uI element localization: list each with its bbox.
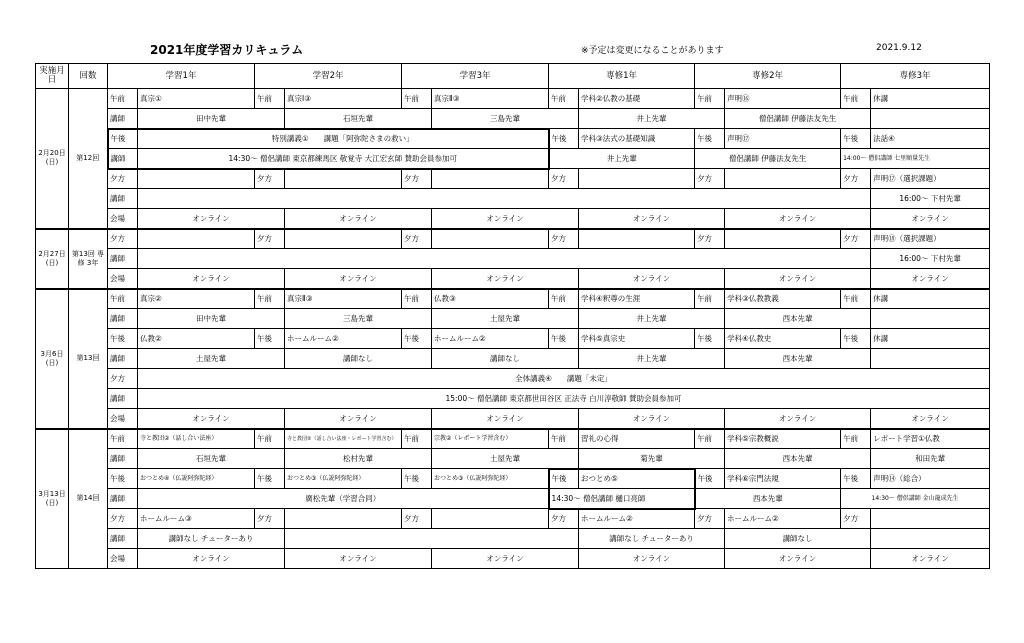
venue-cell: オンライン: [871, 409, 990, 429]
table-row: [36, 169, 990, 189]
slot-label: 夕方: [255, 169, 285, 189]
lecturer-cell: 土屋先輩: [432, 449, 579, 469]
table-row: [36, 449, 990, 469]
venue-cell: オンライン: [725, 269, 871, 289]
slot-label: 夕方: [108, 509, 138, 529]
class-cell: 法話④: [871, 129, 990, 149]
slot-label: 午後: [549, 469, 579, 489]
lecturer-cell: 三島先輩: [285, 309, 432, 329]
class-cell: 学科⑤真宗史: [579, 329, 695, 349]
slot-label: 午前: [402, 289, 432, 309]
class-cell: 休講: [871, 89, 990, 109]
venue-cell: オンライン: [432, 549, 579, 569]
slot-label: 午後: [255, 469, 285, 489]
class-cell: おつとめ⑤: [579, 469, 695, 489]
lecturer-cell: 西本先輩: [695, 489, 841, 509]
lecturer-cell: 講師なし チューターあり: [579, 529, 725, 549]
lecturer-cell: 16:00～ 下村先輩: [871, 189, 990, 209]
slot-label: 午後: [402, 469, 432, 489]
empty-cell: [138, 169, 255, 189]
special-lecture-cell: 特別講義① 講題「阿弥陀さまの救い」: [138, 129, 549, 149]
empty-cell: [871, 309, 990, 329]
slot-label: 午後: [695, 129, 725, 149]
table-row: [36, 269, 990, 289]
lecturer-cell: 井上先輩: [579, 309, 725, 329]
lecturer-cell: 14:30～ 僧侶講師 金山龍成先生: [841, 489, 990, 509]
venue-cell: オンライン: [579, 269, 725, 289]
empty-cell: [725, 229, 841, 249]
slot-label: 会場: [108, 209, 138, 229]
slot-label: 午後: [549, 129, 579, 149]
slot-label: 夕方: [402, 169, 432, 189]
slot-label: 講師: [108, 189, 138, 209]
empty-cell: [579, 169, 695, 189]
venue-cell: オンライン: [725, 209, 871, 229]
session-round: 第13回: [69, 289, 108, 429]
col-header-senshu1: 専修1年: [549, 64, 695, 89]
class-cell: 仏教②: [138, 329, 255, 349]
class-cell: 真宗Ⅱ③: [432, 89, 549, 109]
lecturer-cell: 西本先輩: [725, 449, 871, 469]
slot-label: 夕方: [695, 509, 725, 529]
slot-label: 夕方: [108, 369, 138, 389]
slot-label: 夕方: [841, 229, 871, 249]
session-date: 3月6日(日): [36, 289, 69, 429]
table-row: [36, 129, 990, 149]
slot-label: 夕方: [695, 229, 725, 249]
table-row: [36, 429, 990, 449]
slot-label: 講師: [108, 249, 138, 269]
class-cell: 真宗Ⅱ③: [285, 289, 402, 309]
slot-label: 講師: [108, 529, 138, 549]
table-row: [36, 369, 990, 389]
empty-cell: [138, 249, 871, 269]
class-cell: 声明⑱（選択課題）: [871, 229, 990, 249]
class-cell: 学科③法式の基礎知識: [579, 129, 695, 149]
col-header-round: 回数: [69, 64, 108, 89]
lecturer-cell: 土屋先輩: [138, 349, 285, 369]
venue-cell: オンライン: [579, 409, 725, 429]
table-row: [36, 189, 990, 209]
slot-label: 会場: [108, 549, 138, 569]
slot-label: 午前: [695, 89, 725, 109]
general-lecturer-cell: 15:00～ 僧侶講師 東京都世田谷区 正法寺 白川淳敬師 賛助会員参加可: [138, 389, 990, 409]
empty-cell: [432, 509, 549, 529]
venue-cell: オンライン: [285, 209, 432, 229]
slot-label: 午前: [695, 289, 725, 309]
lecturer-cell: 松村先輩: [285, 449, 432, 469]
slot-label: 午後: [108, 329, 138, 349]
lecturer-cell: 講師なし: [432, 349, 579, 369]
class-cell: 学科③仏教教義: [725, 289, 841, 309]
slot-label: 午前: [841, 89, 871, 109]
class-cell: 宗教②（レポート学習含む）: [432, 429, 549, 449]
class-cell: 真宗②: [138, 289, 255, 309]
class-cell: 学科⑥宗門法規: [725, 469, 841, 489]
venue-cell: オンライン: [579, 549, 725, 569]
venue-cell: オンライン: [432, 409, 579, 429]
lecturer-cell: 僧侶講師 伊藤法友先生: [725, 109, 871, 129]
table-row: [36, 309, 990, 329]
lecturer-cell: 講師なし: [725, 529, 871, 549]
venue-cell: オンライン: [285, 269, 432, 289]
table-row: [36, 349, 990, 369]
table-row: [36, 149, 990, 169]
col-header-senshu3: 専修3年: [841, 64, 990, 89]
lecturer-cell: 田中先輩: [138, 109, 285, 129]
slot-label: 午後: [695, 469, 725, 489]
slot-label: 会場: [108, 269, 138, 289]
venue-cell: オンライン: [285, 409, 432, 429]
slot-label: 午後: [402, 329, 432, 349]
class-cell: 学科⑤宗教概説: [725, 429, 841, 449]
empty-cell: [138, 189, 871, 209]
slot-label: 講師: [108, 349, 138, 369]
session-round: 第13回 専修 3年: [69, 229, 108, 289]
venue-cell: オンライン: [725, 409, 871, 429]
slot-label: 夕方: [549, 229, 579, 249]
slot-label: 午前: [255, 429, 285, 449]
class-cell: おつとめ③（仏説阿弥陀経）: [285, 469, 402, 489]
class-cell: 声明⑰: [725, 129, 841, 149]
empty-cell: [579, 229, 695, 249]
page-title: 2021年度学習カリキュラム: [150, 43, 304, 57]
empty-cell: [432, 229, 549, 249]
venue-cell: オンライン: [579, 209, 725, 229]
table-row: [36, 289, 990, 309]
venue-cell: オンライン: [138, 409, 285, 429]
empty-cell: [138, 229, 255, 249]
venue-cell: オンライン: [285, 549, 432, 569]
class-cell: 真宗①: [138, 89, 255, 109]
slot-label: 午後: [255, 329, 285, 349]
slot-label: 夕方: [108, 229, 138, 249]
venue-cell: オンライン: [138, 549, 285, 569]
header-row: [36, 64, 990, 89]
class-cell: 学科④仏教史: [725, 329, 841, 349]
venue-cell: オンライン: [432, 209, 579, 229]
col-header-study3: 学習3年: [402, 64, 549, 89]
session-date: 3月13日(日): [36, 429, 69, 569]
lecturer-cell: 西本先輩: [725, 349, 871, 369]
class-cell: 休講: [871, 289, 990, 309]
empty-cell: [432, 169, 549, 189]
class-cell: 声明⑭（総合）: [871, 469, 990, 489]
slot-label: 夕方: [841, 509, 871, 529]
table-row: [36, 229, 990, 249]
table-row: [36, 469, 990, 489]
slot-label: 午前: [108, 289, 138, 309]
general-lecture-cell: 全体講義④ 講題「未定」: [138, 369, 990, 389]
col-header-study2: 学習2年: [255, 64, 402, 89]
slot-label: 夕方: [402, 509, 432, 529]
revision-date: 2021.9.12: [876, 43, 922, 53]
venue-cell: オンライン: [432, 269, 579, 289]
slot-label: 会場: [108, 409, 138, 429]
slot-label: 午前: [108, 89, 138, 109]
class-cell: 学科④釈尊の生涯: [579, 289, 695, 309]
slot-label: 午前: [255, 289, 285, 309]
slot-label: 講師: [108, 449, 138, 469]
class-cell: 習礼の心得: [579, 429, 695, 449]
slot-label: 午前: [841, 429, 871, 449]
slot-label: 午後: [695, 329, 725, 349]
slot-label: 午前: [402, 429, 432, 449]
slot-label: 講師: [108, 109, 138, 129]
class-cell: おつとめ④（仏説阿弥陀経）: [138, 469, 255, 489]
class-cell: ホームルーム②: [579, 509, 695, 529]
venue-cell: オンライン: [138, 269, 285, 289]
slot-label: 午前: [549, 429, 579, 449]
table-row: [36, 509, 990, 529]
special-lecturer-cell: 14:30～ 僧侶講師 東京都練馬区 敬覚寺 大江宏玄師 賛助会員参加可: [138, 149, 549, 169]
slot-label: 午後: [108, 469, 138, 489]
lecturer-cell: 田中先輩: [138, 309, 285, 329]
lecturer-cell: 西本先輩: [725, 309, 871, 329]
lecturer-cell: 僧侶講師 伊藤法友先生: [695, 149, 841, 169]
lecturer-cell: 石垣先輩: [285, 109, 432, 129]
table-row: [36, 529, 990, 549]
schedule-note: ※予定は変更になることがあります: [581, 46, 724, 56]
table-row: [36, 329, 990, 349]
empty-cell: [871, 509, 990, 529]
table-row: [36, 209, 990, 229]
col-header-date: 実施月日: [36, 64, 69, 89]
slot-label: 夕方: [841, 169, 871, 189]
slot-label: 夕方: [549, 509, 579, 529]
table-row: [36, 409, 990, 429]
class-cell: おつとめ③（仏説阿弥陀経）: [432, 469, 549, 489]
lecturer-cell: 井上先輩: [579, 349, 725, 369]
slot-label: 講師: [108, 489, 138, 509]
lecturer-cell: 14:00～ 僧侶講師 七里順量先生: [841, 149, 990, 169]
slot-label: 午後: [841, 469, 871, 489]
venue-cell: オンライン: [871, 209, 990, 229]
class-cell: 声明⑯: [725, 89, 841, 109]
slot-label: 講師: [108, 389, 138, 409]
table-row: [36, 389, 990, 409]
lecturer-cell: 井上先輩: [549, 149, 695, 169]
slot-label: 午前: [402, 89, 432, 109]
venue-cell: オンライン: [725, 549, 871, 569]
session-round: 第12回: [69, 89, 108, 229]
curriculum-table: [35, 63, 990, 569]
session-date: 2月20日(日): [36, 89, 69, 229]
table-row: [36, 109, 990, 129]
class-cell: 学科②仏教の基礎: [579, 89, 695, 109]
slot-label: 夕方: [402, 229, 432, 249]
slot-label: 夕方: [695, 169, 725, 189]
slot-label: 午後: [549, 329, 579, 349]
slot-label: 午前: [841, 289, 871, 309]
class-cell: ホームルーム②: [432, 329, 549, 349]
session-round: 第14回: [69, 429, 108, 569]
class-cell: ホームルーム②: [285, 329, 402, 349]
slot-label: 夕方: [255, 509, 285, 529]
slot-label: 午前: [549, 89, 579, 109]
slot-label: 午後: [841, 129, 871, 149]
lecturer-cell: 廣松先輩（学習合同）: [138, 489, 549, 509]
table-row: [36, 489, 990, 509]
lecturer-cell: 和田先輩: [871, 449, 990, 469]
empty-cell: [871, 109, 990, 129]
slot-label: 講師: [108, 309, 138, 329]
slot-label: 午後: [841, 329, 871, 349]
class-cell: 仏教③: [432, 289, 549, 309]
slot-label: 午前: [695, 429, 725, 449]
lecturer-cell: 土屋先輩: [432, 309, 579, 329]
empty-cell: [871, 349, 990, 369]
class-cell: レポート学習①仏教: [871, 429, 990, 449]
slot-label: 午前: [108, 429, 138, 449]
venue-cell: オンライン: [871, 269, 990, 289]
lecturer-cell: 三島先輩: [432, 109, 579, 129]
col-header-study1: 学習1年: [108, 64, 255, 89]
lecturer-cell: 講師なし: [285, 349, 432, 369]
lecturer-cell: 14:30～ 僧侶講師 樋口亮師: [549, 489, 695, 509]
slot-label: 午前: [255, 89, 285, 109]
slot-label: 講師: [108, 149, 138, 169]
lecturer-cell: 講師なし チューターあり: [138, 529, 285, 549]
venue-cell: オンライン: [871, 549, 990, 569]
class-cell: 真宗Ⅰ③: [285, 89, 402, 109]
empty-cell: [871, 529, 990, 549]
empty-cell: [285, 529, 579, 549]
lecturer-cell: 石垣先輩: [138, 449, 285, 469]
table-row: [36, 549, 990, 569]
lecturer-cell: 井上先輩: [579, 109, 725, 129]
col-header-senshu2: 専修2年: [695, 64, 841, 89]
table-row: [36, 89, 990, 109]
class-cell: 休講: [871, 329, 990, 349]
table-row: [36, 249, 990, 269]
empty-cell: [285, 169, 402, 189]
empty-cell: [725, 169, 841, 189]
empty-cell: [285, 509, 402, 529]
empty-cell: [285, 229, 402, 249]
class-cell: 寺と教団②（話し合い法座・レポート学習含む）: [285, 429, 402, 449]
slot-label: 午後: [108, 129, 138, 149]
session-date: 2月27日(日): [36, 229, 69, 289]
lecturer-cell: 16:00～ 下村先輩: [871, 249, 990, 269]
slot-label: 夕方: [255, 229, 285, 249]
class-cell: ホームルーム②: [725, 509, 841, 529]
slot-label: 夕方: [549, 169, 579, 189]
lecturer-cell: 菊先輩: [579, 449, 725, 469]
class-cell: 声明⑰（選択課題）: [871, 169, 990, 189]
slot-label: 夕方: [108, 169, 138, 189]
venue-cell: オンライン: [138, 209, 285, 229]
class-cell: 寺と教団②（話し合い法座）: [138, 429, 255, 449]
slot-label: 午前: [549, 289, 579, 309]
class-cell: ホームルーム③: [138, 509, 255, 529]
